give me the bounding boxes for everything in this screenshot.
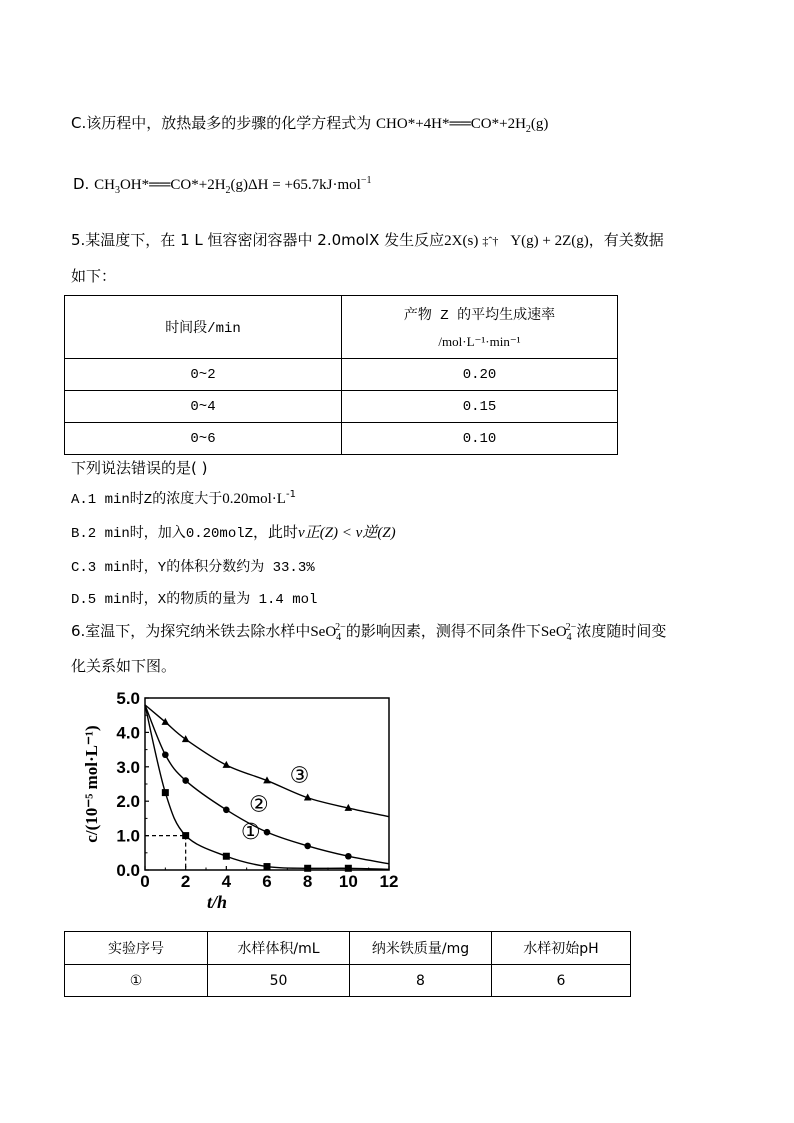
q5-option-d: D.5 min时，X的物质的量为 1.4 mol xyxy=(71,592,318,608)
option-label: C. xyxy=(71,114,87,132)
x-tick-label: 2 xyxy=(180,872,191,891)
q6-header: 水样体积/mL xyxy=(208,932,350,965)
q6-stem-2: 化关系如下图。 xyxy=(71,657,177,675)
series-label-2: ② xyxy=(248,792,269,818)
data-point-square xyxy=(182,832,189,839)
series-label-3: ③ xyxy=(289,763,310,789)
q5-question: 下列说法错误的是( ) xyxy=(71,459,208,477)
y-tick-label: 0.0 xyxy=(116,861,140,880)
x-tick-label: 10 xyxy=(338,872,358,891)
data-point-square xyxy=(162,789,169,796)
data-point-square xyxy=(223,853,230,860)
table-row: 0~4 0.15 xyxy=(65,391,618,423)
q5-table xyxy=(64,295,618,455)
equation: $CHO*+4H*══CO*+2H_2(g)$ xyxy=(376,116,549,135)
x-tick-label: 0 xyxy=(140,872,150,891)
equilibrium-arrow: ‡ˆ† xyxy=(482,234,499,248)
x-tick-label: 12 xyxy=(379,872,399,891)
data-point-circle xyxy=(264,829,271,836)
data-point-circle xyxy=(182,777,189,784)
data-point-square xyxy=(345,865,352,872)
data-point-circle xyxy=(223,807,230,814)
data-point-triangle xyxy=(182,735,190,742)
y-axis-label: c/(10⁻⁵ mol·L⁻¹) xyxy=(82,725,101,843)
q6-table xyxy=(64,931,631,997)
q5-table-header-rate: 产物 Z 的平均生成速率 /mol·L⁻¹·min⁻¹ xyxy=(342,296,618,359)
data-point-square xyxy=(304,865,311,872)
y-tick-label: 5.0 xyxy=(116,689,140,708)
data-point-circle xyxy=(345,853,352,860)
data-point-circle xyxy=(162,751,169,758)
x-tick-label: 4 xyxy=(221,872,232,891)
q5-stem xyxy=(71,229,664,250)
q5-option-b: B.2 min时，加入0.20molZ，此时v正(Z) < v逆(Z) xyxy=(71,523,396,542)
x-tick-label: 8 xyxy=(302,872,313,891)
table-row: 0~6 0.10 xyxy=(65,423,618,455)
q5-option-c: C.3 min时，Y的体积分数约为 33.3% xyxy=(71,560,315,576)
data-point-square xyxy=(264,863,271,870)
option-c-prev xyxy=(71,112,548,133)
series-label-1: ① xyxy=(240,820,261,846)
species: SeO$_4^{2-}$ xyxy=(310,622,346,643)
q6-header: 实验序号 xyxy=(65,932,208,965)
concentration-chart xyxy=(80,685,410,925)
q5-option-a: A.1 min时Z的浓度大于$0.20mol\cdot L^{-1}$ xyxy=(71,489,296,508)
species: SeO$_4^{2-}$ xyxy=(540,622,577,643)
table-row: 0~2 0.20 xyxy=(65,359,618,391)
x-tick-label: 6 xyxy=(262,872,272,891)
q5-reaction: 2X(s) xyxy=(444,233,479,249)
q5-reaction-products: Y(g) + 2Z(g)，有关数据 xyxy=(510,233,664,249)
y-tick-label: 3.0 xyxy=(116,757,140,777)
plot-frame xyxy=(145,698,389,870)
q5-stem-text: 5.某温度下，在 1 L 恒容密闭容器中 2.0molX 发生反应 xyxy=(71,231,445,249)
option-text: 该历程中，放热最多的步骤的化学方程式为 xyxy=(86,114,372,132)
table-row: ① 50 8 6 xyxy=(65,965,631,997)
q6-stem: 6.室温下，为探究纳米铁去除水样中SeO$_4^{2-}$的影响因素，测得不同条件下SeO$_4^{2-}$浓度随时间变 xyxy=(71,622,667,643)
y-tick-label: 1.0 xyxy=(116,826,140,846)
q5-stem-2: 如下： xyxy=(71,267,117,285)
q5-table-header-period: 时间段/min xyxy=(65,296,342,359)
y-tick-label: 4.0 xyxy=(116,723,140,743)
equation: $CH_3OH*══CO*+2H_2(g)\Delta H = +65.7kJ\cdot mol^{-1}$ xyxy=(94,175,372,196)
y-tick-label: 2.0 xyxy=(116,792,140,812)
series-line-1 xyxy=(145,705,389,869)
option-label: D. xyxy=(73,175,90,193)
q6-header: 纳米铁质量/mg xyxy=(350,932,492,965)
x-axis-label: t/h xyxy=(206,892,228,912)
q6-header: 水样初始pH xyxy=(492,932,631,965)
series-line-2 xyxy=(145,705,389,864)
option-d-prev xyxy=(73,175,371,194)
data-point-circle xyxy=(304,843,311,850)
